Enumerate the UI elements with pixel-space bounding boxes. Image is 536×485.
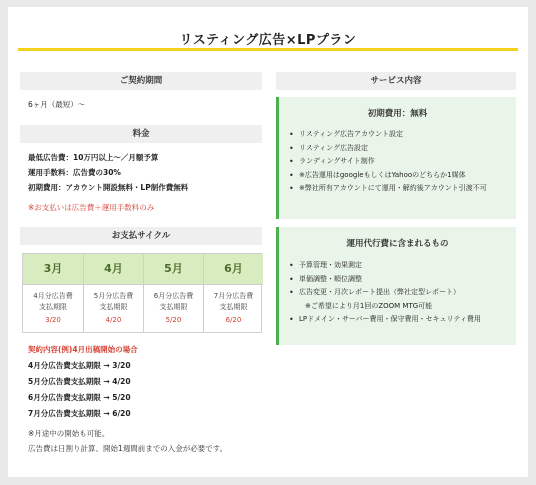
ops-fee-box: [276, 227, 516, 345]
month-due: 4/20: [105, 316, 122, 324]
month-desc: 支払期限: [99, 303, 128, 311]
month-label: 6月: [204, 254, 263, 285]
fee-line: 運用手数料：広告費の30%: [28, 168, 121, 177]
payment-cycle-header: お支払サイクル: [20, 227, 262, 245]
month-column: [23, 254, 83, 332]
month-due: 6/20: [225, 316, 242, 324]
month-desc: 支払期限: [159, 303, 188, 311]
list-subnote: ※ご希望により月1回のZOOM MTG可能: [305, 301, 433, 310]
fee-note: ※お支払いは広告費＋運用手数料のみ: [28, 203, 155, 212]
title-underline: [18, 48, 518, 51]
list-item: • ランディングサイト制作: [289, 155, 487, 169]
month-due: 5/20: [165, 316, 182, 324]
month-column: [143, 254, 203, 332]
month-desc: 5月分広告費: [93, 292, 134, 300]
ops-fee-list: [289, 259, 481, 327]
list-item: • ※弊社所有アカウントにて運用・解約後アカウント引渡不可: [289, 182, 487, 196]
initial-cost-header: 初期費用：無料: [367, 109, 428, 119]
note-line: ※月途中の開始も可能。: [28, 429, 110, 438]
month-desc: 4月分広告費: [33, 292, 73, 300]
note-line: 広告費は日割り計算、開始1週間前までの入金が必要です。: [28, 444, 228, 453]
month-desc: 支払期限: [39, 303, 67, 311]
month-desc: 6月分広告費: [153, 292, 194, 300]
example-line: 6月分広告費支払期限 → 5/20: [28, 393, 131, 402]
contract-period-text: 6ヶ月（最短）〜: [28, 100, 86, 109]
fee-line: 初期費用：アカウント開設無料・LP制作費無料: [28, 183, 189, 192]
list-item: • LPドメイン・サーバー費用・保守費用・セキュリティ費用: [289, 313, 481, 327]
list-item: • ※広告運用はgoogleもしくはYahooのどちらか1媒体: [289, 169, 487, 183]
fee-line: 最低広告費：10万円以上〜／月額予算: [28, 153, 159, 162]
month-desc: 7月分広告費: [213, 292, 254, 300]
month-label: 3月: [23, 254, 83, 285]
month-desc: 支払期限: [219, 303, 248, 311]
month-due: 3/20: [45, 316, 61, 324]
fee-header: 料金: [20, 125, 262, 143]
month-label: 5月: [144, 254, 203, 285]
list-item: • リスティング広告設定: [289, 142, 487, 156]
ops-fee-header: 運用代行費に含まれるもの: [346, 239, 449, 249]
contract-period-header: ご契約期間: [20, 72, 262, 90]
service-content-header: サービス内容: [276, 72, 516, 90]
list-item: • 単価調整・順位調整: [289, 273, 481, 287]
example-header: 契約内容(例)4月出稿開始の場合: [28, 345, 138, 354]
example-line: 5月分広告費支払期限 → 4/20: [28, 377, 131, 386]
initial-cost-list: [289, 128, 487, 196]
payment-cycle-table: [22, 253, 262, 333]
list-item: • 予算管理・効果測定: [289, 259, 481, 273]
initial-cost-box: [276, 97, 516, 219]
example-line: 4月分広告費支払期限 → 3/20: [28, 361, 131, 370]
page-title: リスティング広告×LPプラン: [179, 33, 357, 48]
month-column: [203, 254, 263, 332]
month-column: [83, 254, 143, 332]
example-line: 7月分広告費支払期限 → 6/20: [28, 409, 131, 418]
plan-card: [8, 7, 528, 477]
list-item: • 広告変更・月次レポート提出（弊社定型レポート）: [289, 286, 481, 300]
month-label: 4月: [84, 254, 143, 285]
list-item: • リスティング広告アカウント設定: [289, 128, 487, 142]
